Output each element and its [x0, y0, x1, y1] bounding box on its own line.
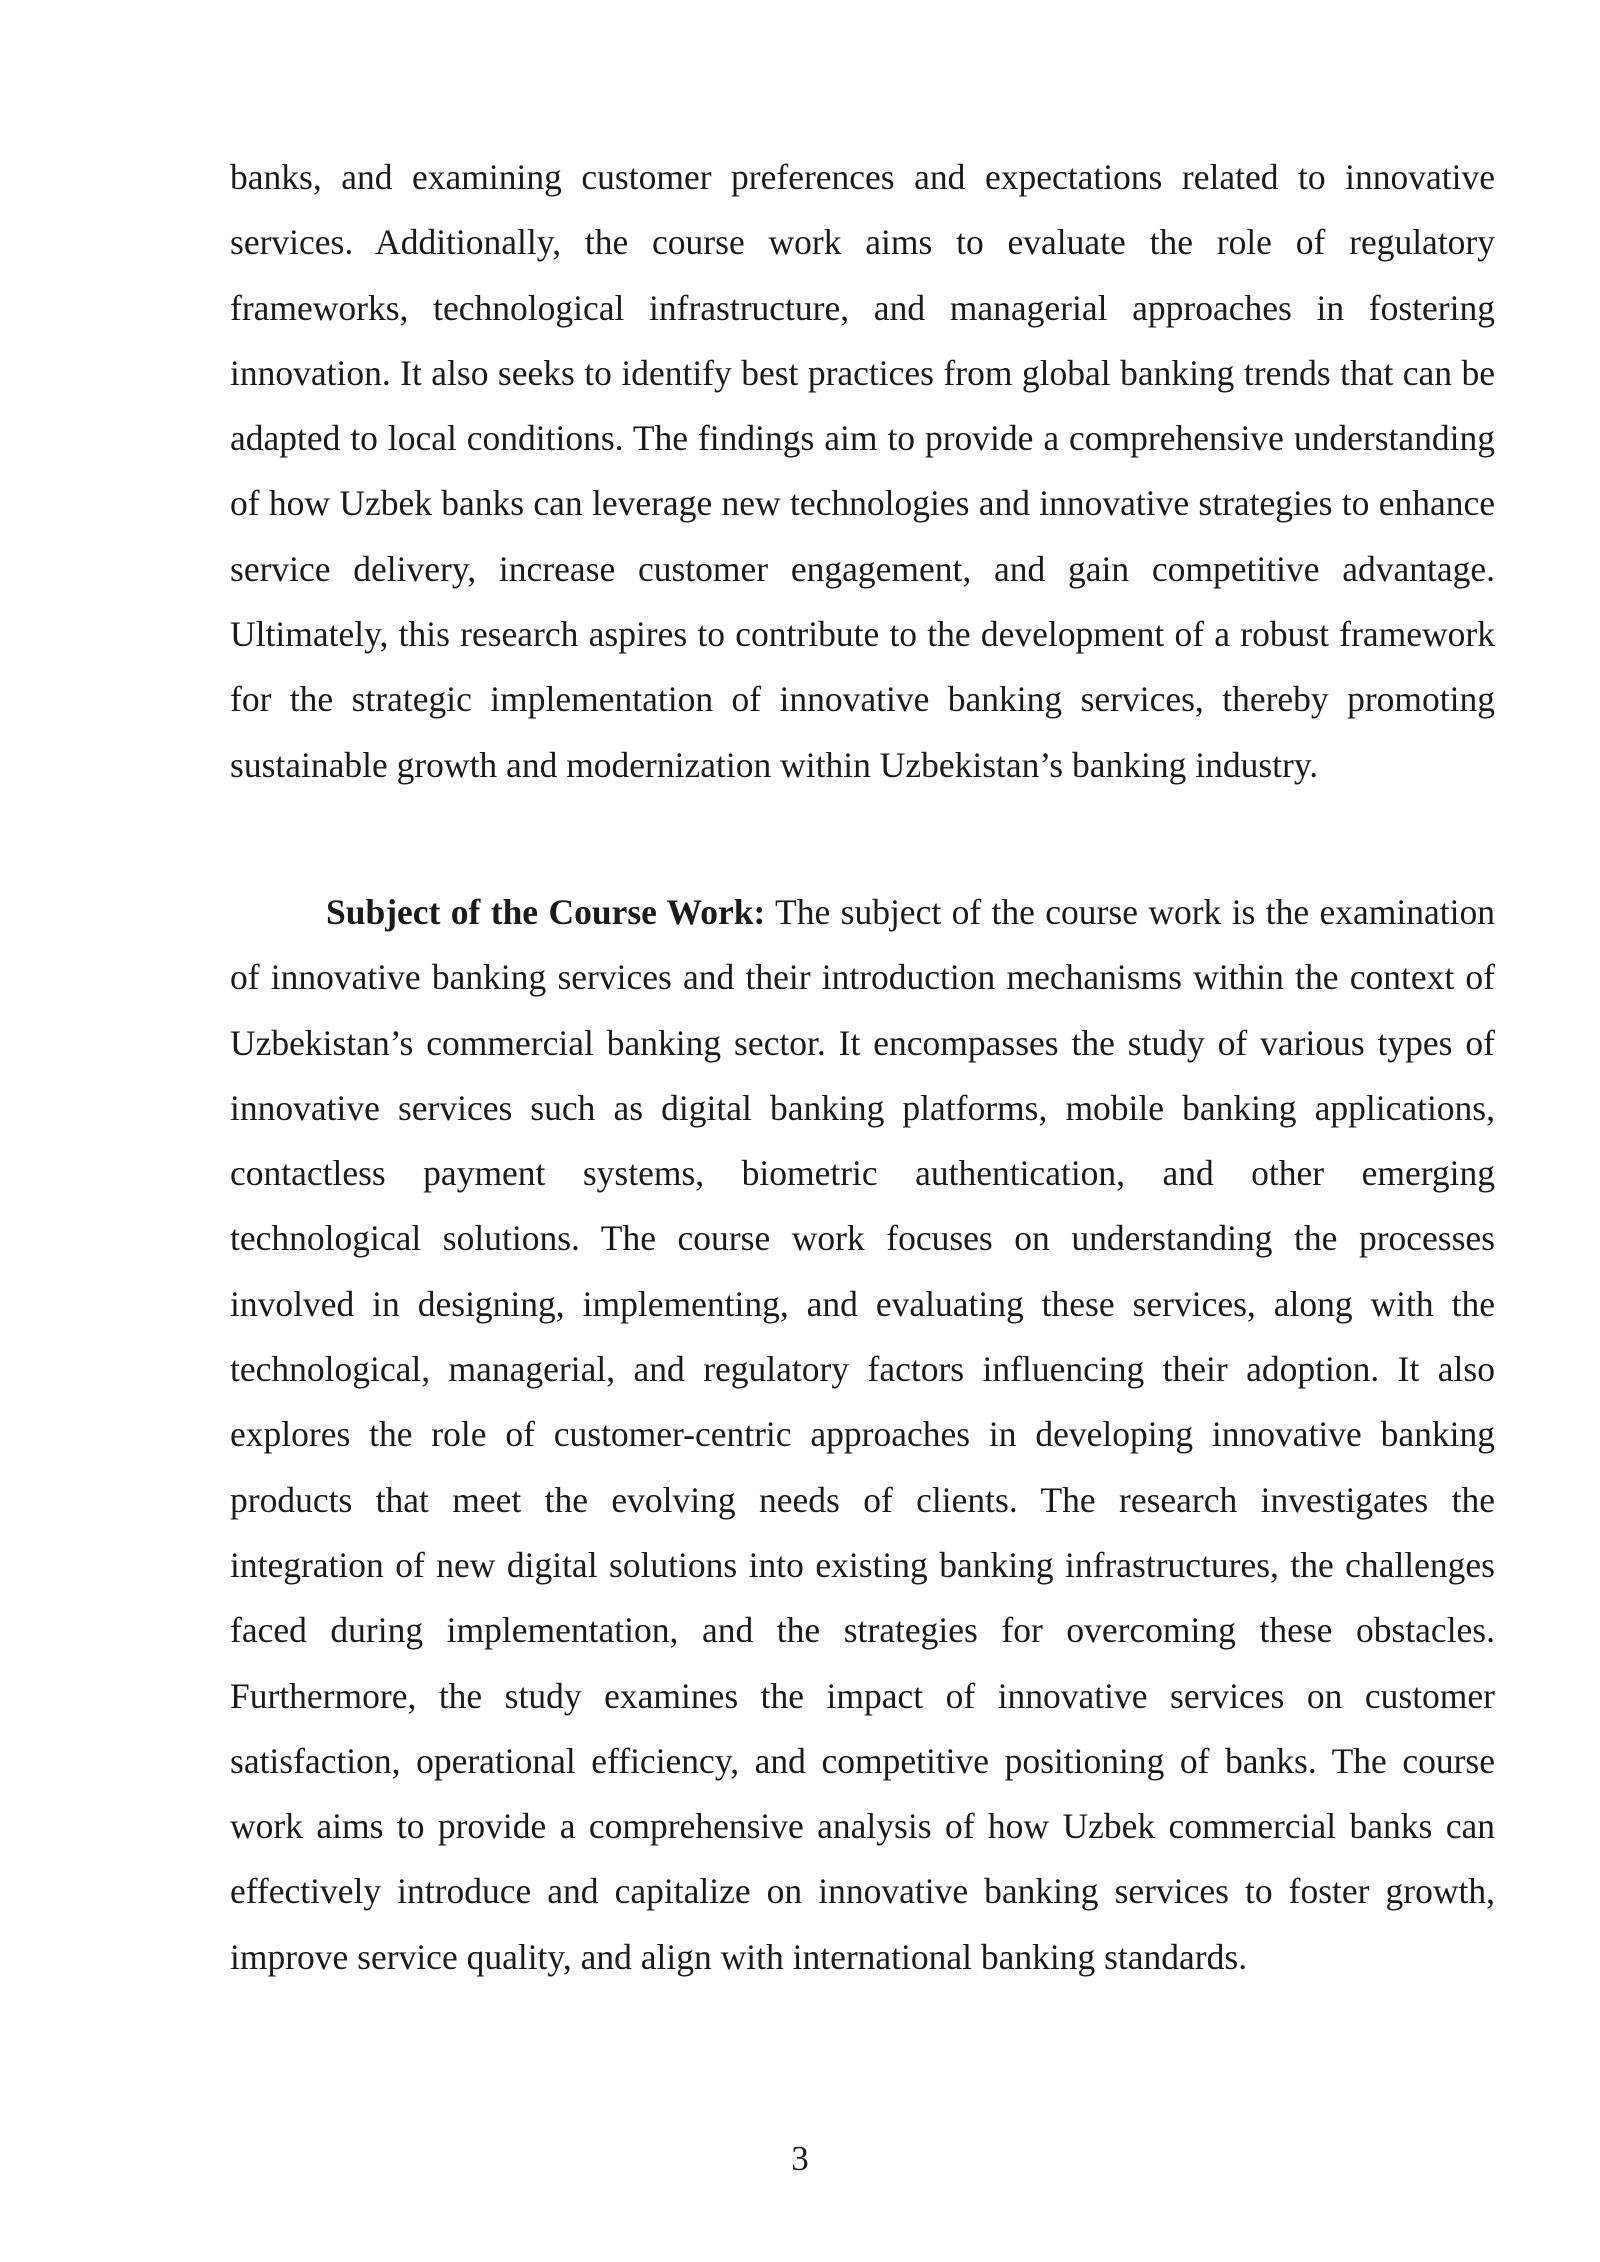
subject-body: The subject of the course work is the examination of innovative banking services and their introduction mechanisms within the context of Uzbekistan’s commercial banking sector. It encompasses the study of various types of innovative services such as digital banking platforms, mobile banking applications, contactless payment systems, biometric authentication, and other emerging technological solutions. The course work focuses on understanding the processes involved in designing, implementing, and evaluating these services, along with the technological, managerial, and regulatory factors influencing their adoption. It also explores the role of customer-centric approaches in developing innovative banking products that meet the evolving needs of clients. The research investigates the integration of new digital solutions into existing banking infrastructures, the challenges faced during implementation, and the strategies for overcoming these obstacles. Furthermore, the study examines the impact of innovative services on customer satisfaction, operational efficiency, and competitive positioning of banks. The course work aims to provide a comprehensive analysis of how Uzbek commercial banks can effectively introduce and capitalize on innovative banking services to foster growth, improve service quality, and align with international banking standards.: [230, 892, 1495, 1977]
page-number: 3: [791, 2139, 809, 2178]
body-paragraph-2: [230, 880, 1495, 1990]
body-paragraph-1: banks, and examining customer preferences and expectations related to innovative services. Additionally, the course work aims to evaluate the role of regulatory frameworks, technological infrastructure, and managerial approaches in fostering innovation. It also seeks to identify best practices from global banking trends that can be adapted to local conditions. The findings aim to provide a comprehensive understanding of how Uzbek banks can leverage new technologies and innovative strategies to enhance service delivery, increase customer engagement, and gain competitive advantage. Ultimately, this research aspires to contribute to the development of a robust framework for the strategic implementation of innovative banking services, thereby promoting sustainable growth and modernization within Uzbekistan’s banking industry.: [230, 157, 1495, 785]
subject-heading: Subject of the Course Work:: [326, 892, 766, 932]
